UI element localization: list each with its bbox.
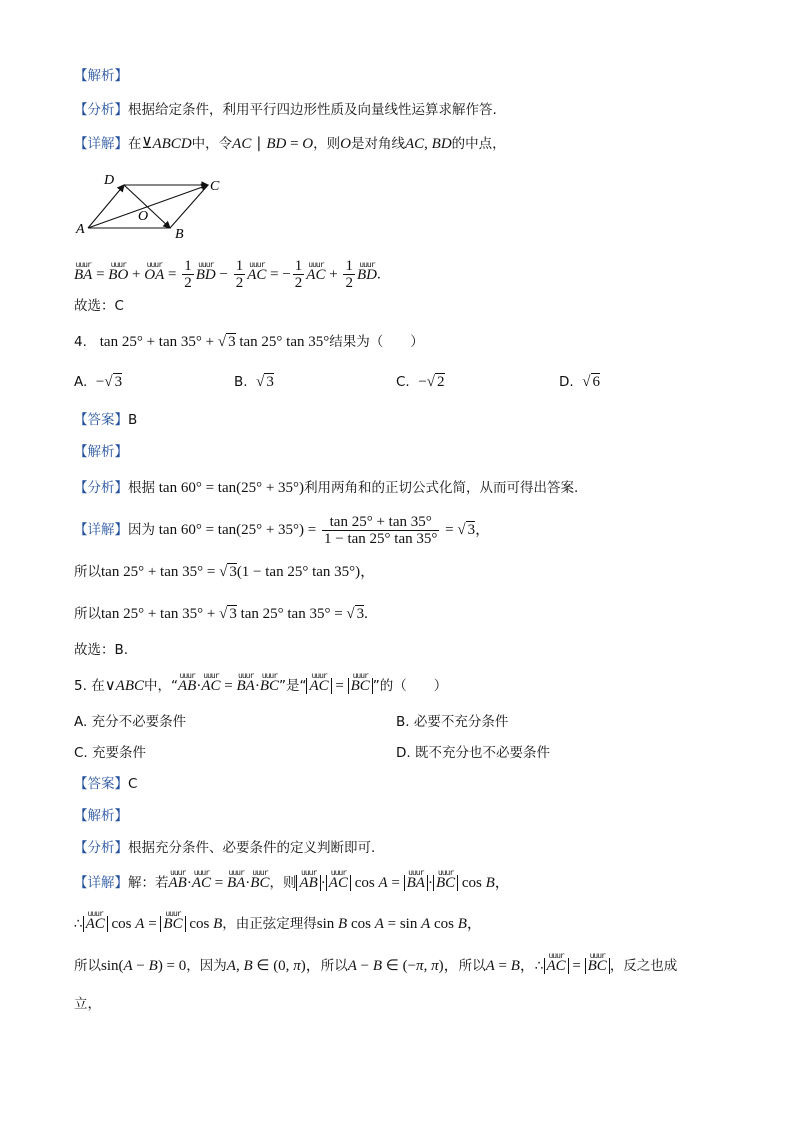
vector-arrow: uuur (408, 868, 424, 877)
q4-fenxi: 【分析】根据 tan 60° = tan(25° + 35°)利用两角和的正切公式化简，从而可得出答案. (74, 480, 579, 496)
q5-option-b[interactable]: B. 必要不充分条件 (396, 714, 509, 730)
q4-fenxi-tag: 【分析】 (74, 480, 128, 496)
figure-label-b: B (175, 227, 184, 240)
q4-text: 所以 (74, 606, 101, 622)
q4-option-a[interactable]: A. −√ 3 (74, 374, 123, 390)
figure-label-a: A (76, 222, 85, 237)
s3-fenxi-text: 根据给定条件，利用平行四边形性质及向量线性运算求解作答. (128, 102, 497, 118)
s3-text: 中，令 (191, 136, 233, 152)
q5-text: ，则 (269, 875, 297, 891)
q4-jiexi (74, 442, 128, 462)
q5-text: 所以 (458, 958, 486, 974)
s3-xiangjie-tag: 【详解】 (74, 136, 128, 152)
q5-jiexi-label: 【解析】 (74, 808, 128, 824)
q4-text: 利用两角和的正切公式化简，从而可得出答案. (304, 480, 579, 496)
vector-arrow: uuur (228, 868, 244, 877)
s3-text: 在 (128, 136, 142, 152)
q4-opt-d-label: D. (559, 374, 574, 390)
s3-guxuan: 故选：C (74, 298, 124, 314)
vector-arrow: uuur (249, 259, 265, 269)
q4-jiexi-label: 【解析】 (74, 444, 128, 460)
q4-option-d[interactable]: D. √ 6 (559, 374, 601, 390)
figure-label-o: O (138, 209, 149, 224)
q5-text: ∴ (534, 958, 544, 974)
q4-xiangjie: 【详解】因为 tan 60° = tan(25° + 35°) = $\frac{\tan 25^\circ + \tan 35^\circ}{1 - \tan 25^\circ \tan 35^\circ}$ = √ 3， (74, 513, 491, 547)
vector-arrow: uuur (179, 671, 195, 680)
vector-arrow: uuur (193, 868, 210, 877)
q5-jiexi (74, 806, 128, 826)
vector-arrow: uuur (308, 259, 324, 269)
s3-xiangjie: 【详解】在⊻ABCD中，令AC ∣ BD = O，则O是对角线AC, BD的中点， (74, 136, 506, 152)
vector-arrow: uuur (170, 868, 186, 877)
s3-fenxi-tag: 【分析】 (74, 102, 128, 118)
figure-label-d: D (104, 173, 115, 188)
q5-answer (74, 774, 137, 794)
q4-answer (74, 410, 137, 430)
q5-text: ”是“ (278, 678, 307, 694)
s3-vector-equation: uuur BA = uuur BO + uuur OA = $\frac{1}{2}$ uuur BD − $\frac{1}{2}$ uuur AC = − $\frac{1}{2}$ uuur AC + $\frac{1}{2}$ uuur BD. (74, 258, 381, 291)
q4-text: 根据 (128, 480, 155, 496)
q5-text: ∴ (74, 916, 83, 932)
q4-guxuan: 故选：B. (74, 642, 129, 658)
vector-arrow: uuur (75, 259, 91, 269)
q5-text: ，反之也成 (609, 958, 678, 974)
vector-arrow: uuur (301, 868, 317, 877)
figure-label-c: C (210, 179, 220, 194)
s3-text: 是对角线 (350, 136, 405, 152)
vector-arrow: uuur (110, 259, 126, 269)
q4-suoyi-2: 所以tan 25° + tan 35° + √ 3 tan 25° tan 35° = √ 3. (74, 606, 368, 622)
q4-text: 因为 (128, 522, 155, 538)
q5-fenxi-text: 根据充分条件、必要条件的定义判断即可. (128, 840, 376, 856)
vector-arrow: uuur (165, 909, 181, 918)
q5-suoyi: 所以sin(A − B) = 0，因为A, B ∈ (0, π)，所以A − B ∈ (−π, π)，所以A = B，∴ uuur AC = uuur BC ，反之也成 (74, 956, 677, 976)
q5-xiangjie: 【详解】解：若 uuur AB· uuur AC = uuur BA· uuur BC，则 uuur AB · uuur AC cos A = uuur BA · uuur BC cos B， (74, 873, 510, 893)
q4-option-b[interactable]: B. √ 3 (234, 374, 274, 390)
vector-arrow: uuur (238, 671, 254, 680)
q5-text: ，因为 (186, 958, 227, 974)
vector-arrow: uuur (359, 259, 375, 269)
q5-text: 中，“ (144, 678, 179, 694)
q4-option-c[interactable]: C. −√ 2 (396, 374, 445, 390)
q5-option-a[interactable]: A. 充分不必要条件 (74, 714, 187, 730)
vector-arrow: uuur (87, 909, 103, 918)
vector-arrow: uuur (548, 951, 564, 960)
vector-arrow: uuur (146, 259, 162, 269)
q5-text: 在 (91, 678, 105, 694)
vector-arrow: uuur (589, 951, 605, 960)
q4-answer-value: B (128, 412, 138, 428)
q4-opt-c-label: C. (396, 374, 410, 390)
vector-arrow: uuur (330, 868, 347, 877)
q5-option-d[interactable]: D. 既不充分也不必要条件 (396, 745, 550, 761)
q5-text: ，由正弦定理得 (222, 916, 317, 932)
q4-xiangjie-tag: 【详解】 (74, 522, 128, 538)
vector-arrow: uuur (203, 671, 219, 680)
vector-arrow: uuur (437, 868, 454, 877)
q4-answer-tag: 【答案】 (74, 412, 128, 428)
s3-jiexi-label: 【解析】 (74, 68, 128, 84)
parallelogram-figure (68, 170, 228, 240)
q5-text: 解：若 (128, 875, 169, 891)
q4-number: 4. (74, 334, 87, 350)
q5-text: 所以 (320, 958, 348, 974)
q5-text: 所以 (74, 958, 101, 974)
q4-opt-a-label: A. (74, 374, 88, 390)
q5-answer-value: C (128, 776, 138, 792)
q4-stem-tail: 结果为（ ） (329, 334, 424, 350)
vector-arrow: uuur (261, 671, 278, 680)
s3-fenxi (74, 100, 497, 120)
s3-jiexi (74, 66, 128, 86)
q5-option-c[interactable]: C. 充要条件 (74, 745, 147, 761)
s3-text: ，则 (313, 136, 341, 152)
vector-arrow: uuur (311, 671, 327, 680)
q5-li: 立， (74, 996, 101, 1012)
q5-xiangjie-tag: 【详解】 (74, 875, 128, 891)
q5-text: ”的（ ） (372, 678, 448, 694)
vector-arrow: uuur (252, 868, 268, 877)
q5-therefore: ∴ uuur AC cos A = uuur BC cos B，由正弦定理得sin B cos A = sin A cos B， (74, 914, 482, 934)
s3-text: 的中点， (451, 136, 506, 152)
q4-opt-b-label: B. (234, 374, 248, 390)
q5-stem: 5. 在∨ABC中，“ uuur AB· uuur AC = uuur BA· uuur BC”是“ uuur AC = uuur BC ”的（ ） (74, 676, 447, 696)
q5-fenxi-tag: 【分析】 (74, 840, 128, 856)
q5-answer-tag: 【答案】 (74, 776, 128, 792)
q4-text: 所以 (74, 564, 101, 580)
vector-arrow: uuur (198, 259, 214, 269)
q4-suoyi-1: 所以tan 25° + tan 35° = √ 3(1 − tan 25° tan 35°)， (74, 564, 376, 580)
q4-stem: 4. tan 25° + tan 35° + √ 3 tan 25° tan 35°结果为（ ） (74, 334, 424, 350)
vector-arrow: uuur (352, 671, 368, 680)
q5-fenxi (74, 838, 375, 858)
q5-number: 5. (74, 678, 87, 694)
